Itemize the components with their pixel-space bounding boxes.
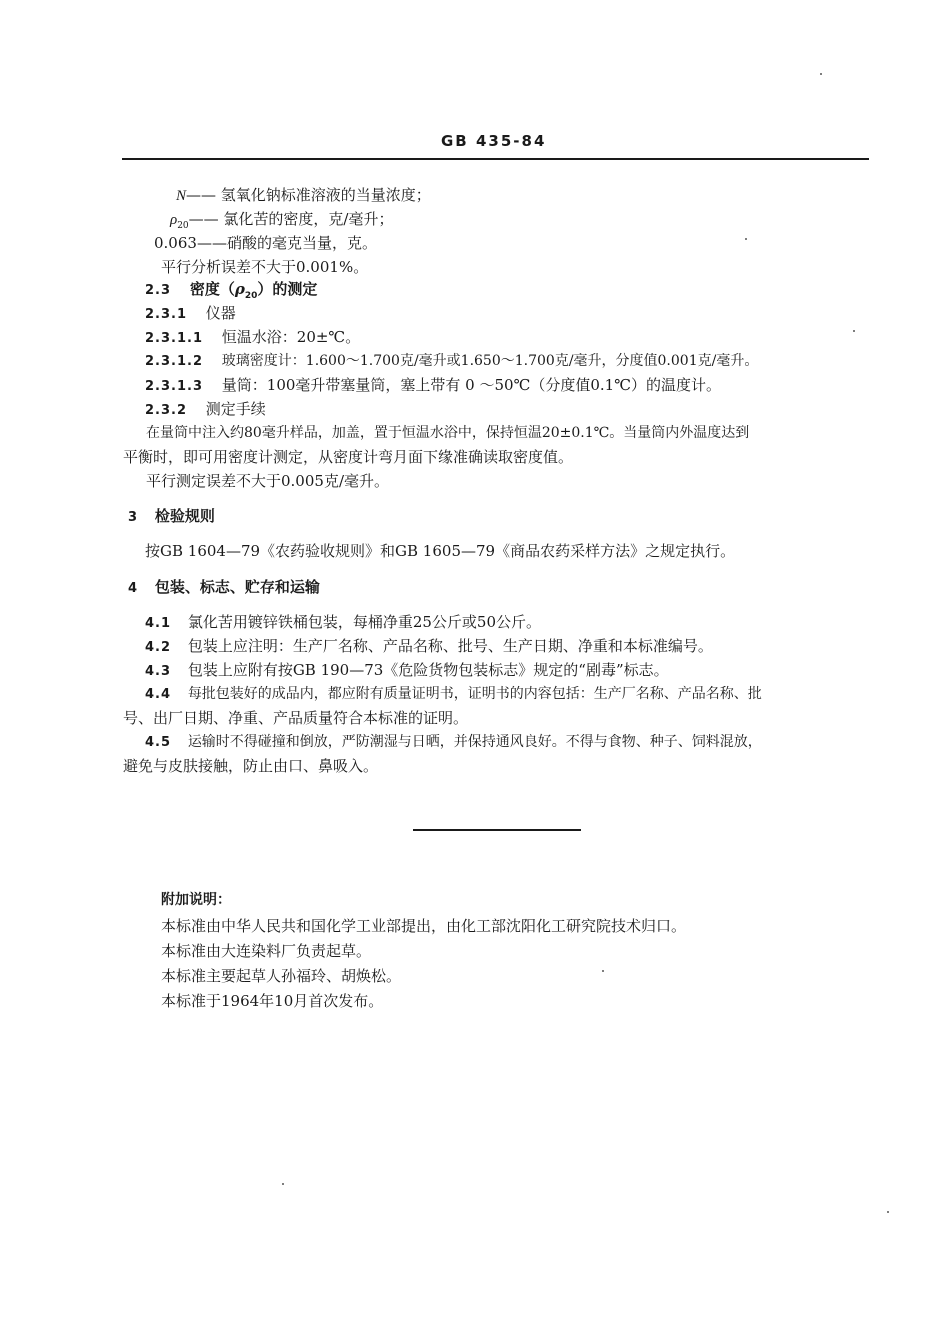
rho-symbol: ρ <box>234 280 245 298</box>
section-3-text: 按GB 1604—79《农药验收规则》和GB 1605—79《商品农药采样方法》之规定执行。 <box>145 542 736 560</box>
section-number: 4.5 <box>145 735 172 750</box>
section-number: 4.3 <box>145 664 172 679</box>
section-4-heading <box>128 576 320 597</box>
section-2-3-1-3 <box>145 374 721 395</box>
section-3-heading <box>128 505 215 526</box>
section-number: 4.4 <box>145 687 172 702</box>
notes-line: 本标准于1964年10月首次发布。 <box>161 992 384 1010</box>
variable-symbol: ρ <box>170 212 178 228</box>
section-2-3-heading <box>145 278 317 301</box>
section-number: 2.3.1 <box>145 307 188 322</box>
section-number: 2.3.1.3 <box>145 379 203 394</box>
section-4-1 <box>145 611 541 632</box>
section-text: 包装上应附有按GB 190—73《危险货物包装标志》规定的“剧毒”标志。 <box>187 661 669 679</box>
section-2-3-2-heading <box>145 398 266 419</box>
section-title: 测定手续 <box>205 400 266 418</box>
section-4-4-cont: 号、出厂日期、净重、产品质量符合本标准的证明。 <box>123 709 469 727</box>
procedure-line-2: 平衡时，即可用密度计测定，从密度计弯月面下缘准确读取密度值。 <box>123 448 574 466</box>
standard-code-header: GB 435-84 <box>441 132 547 150</box>
scan-speck <box>853 330 855 332</box>
variable-symbol: 0.063 <box>154 234 197 252</box>
variable-n-def <box>176 184 431 205</box>
rho-subscript: 20 <box>244 291 258 301</box>
section-number: 4 <box>128 581 139 596</box>
header-rule <box>122 158 869 160</box>
scan-speck <box>282 1183 284 1185</box>
scan-speck <box>887 1211 889 1213</box>
section-text: 氯化苦用镀锌铁桶包装，每桶净重25公斤或50公斤。 <box>187 613 541 631</box>
section-number: 4.1 <box>145 616 172 631</box>
notes-title: 附加说明： <box>161 892 231 908</box>
section-title: 仪器 <box>205 304 236 322</box>
section-title: 检验规则 <box>154 507 215 525</box>
notes-line: 本标准由大连染料厂负责起草。 <box>161 942 372 960</box>
parallel-error-1: 平行分析误差不大于0.001%。 <box>161 258 369 276</box>
variable-rho-def <box>170 208 393 231</box>
parallel-error-2: 平行测定误差不大于0.005克/毫升。 <box>146 472 389 490</box>
section-number: 2.3.2 <box>145 403 188 418</box>
variable-desc: —— 氢氧化钠标准溶液的当量浓度； <box>186 186 431 204</box>
section-title-a: 密度（ <box>189 280 235 298</box>
section-text: 包装上应注明：生产厂名称、产品名称、批号、生产日期、净重和本标准编号。 <box>187 637 713 655</box>
notes-line: 本标准由中华人民共和国化学工业部提出，由化工部沈阳化工研究院技术归口。 <box>161 917 687 935</box>
section-text: 玻璃密度计：1.600～1.700克/毫升或1.650～1.700克/毫升，分度值0.001克/毫升。 <box>221 353 759 369</box>
variable-0063-def <box>154 232 377 253</box>
notes-line: 本标准主要起草人孙福玲、胡焕松。 <box>161 967 402 985</box>
section-4-4 <box>145 683 762 703</box>
end-rule <box>413 829 581 831</box>
section-number: 2.3 <box>145 283 172 298</box>
variable-subscript: 20 <box>177 221 189 231</box>
section-4-5 <box>145 731 762 751</box>
scan-speck <box>820 73 822 75</box>
scan-speck <box>745 238 747 240</box>
section-4-3 <box>145 659 669 680</box>
section-number: 4.2 <box>145 640 172 655</box>
variable-desc: ——硝酸的毫克当量，克。 <box>196 234 377 252</box>
scan-speck <box>602 970 604 972</box>
section-number: 2.3.1.1 <box>145 331 203 346</box>
section-2-3-1-1 <box>145 326 360 347</box>
section-4-2 <box>145 635 713 656</box>
procedure-line-1: 在量筒中注入约80毫升样品，加盖，置于恒温水浴中，保持恒温20±0.1℃。当量筒内外温度达到 <box>146 425 750 441</box>
variable-desc: —— 氯化苦的密度，克/毫升； <box>188 210 394 228</box>
section-text: 恒温水浴：20±℃。 <box>221 328 361 346</box>
section-2-3-1-heading <box>145 302 236 323</box>
section-title-b: ）的测定 <box>257 280 318 298</box>
section-number: 2.3.1.2 <box>145 354 203 369</box>
section-text: 每批包装好的成品内，都应附有质量证明书，证明书的内容包括：生产厂名称、产品名称、批 <box>187 686 762 702</box>
section-title: 包装、标志、贮存和运输 <box>154 578 320 596</box>
section-text: 运输时不得碰撞和倒放，严防潮湿与日晒，并保持通风良好。不得与食物、种子、饲料混放， <box>187 734 762 750</box>
section-number: 3 <box>128 510 139 525</box>
section-4-5-cont: 避免与皮肤接触，防止由口、鼻吸入。 <box>123 757 379 775</box>
section-text: 量筒：100毫升带塞量筒，塞上带有 0 ～50℃（分度值0.1℃）的温度计。 <box>221 376 721 394</box>
section-2-3-1-2 <box>145 350 758 370</box>
variable-symbol: N <box>176 188 187 204</box>
